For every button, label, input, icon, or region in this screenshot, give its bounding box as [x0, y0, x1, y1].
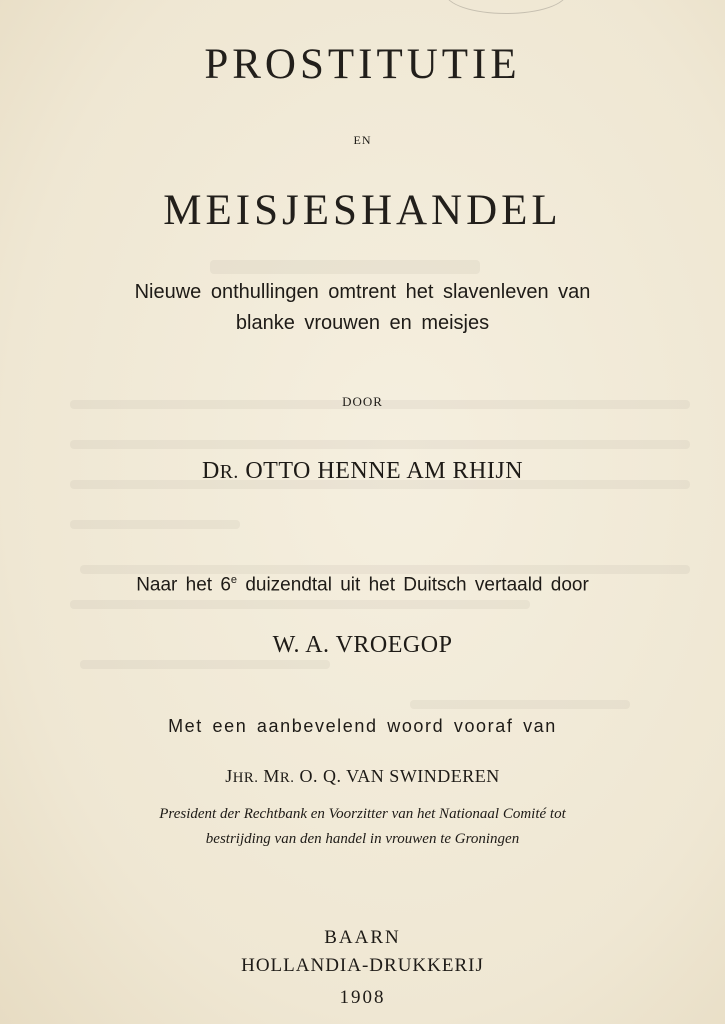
by-label: DOOR [342, 394, 383, 409]
imprint-publisher: HOLLANDIA-DRUKKERIJ [241, 955, 484, 976]
author-full-name: OTTO HENNE AM RHIJN [245, 458, 524, 484]
author-title-rest: R. [219, 461, 239, 483]
foreword-author-full-name: O. Q. VAN SWINDEREN [299, 766, 500, 786]
foreword-mr-rest: R. [279, 770, 295, 786]
author-title-initial: D [201, 458, 220, 484]
foreword-mr-initial: M [263, 766, 280, 786]
title-conjunction: EN [353, 133, 372, 147]
translation-note [0, 574, 725, 596]
pencil-mark [445, 0, 567, 14]
foreword-jhr-rest: HR. [232, 770, 259, 786]
subtitle-line-1: Nieuwe onthullingen omtrent het slavenleven van [134, 281, 591, 303]
foreword-author-role-line-1: President der Rechtbank en Voorzitter van het Nationaal Comité tot [159, 806, 566, 822]
book-title-line-2: MEISJESHANDEL [163, 187, 562, 234]
translation-note-after: duizendtal uit het Duitsch vertaald door [237, 574, 589, 596]
imprint-place: BAARN [324, 927, 401, 948]
author-name [0, 458, 725, 485]
foreword-jhr-initial: J [225, 766, 233, 786]
foreword-author-role-line-2: bestrijding van den handel in vrouwen te Groningen [205, 831, 520, 847]
book-title-line-1: PROSTITUTIE [204, 41, 521, 88]
subtitle-line-2: blanke vrouwen en meisjes [235, 312, 490, 334]
translator-name: W. A. VROEGOP [272, 632, 453, 658]
translation-note-before: Naar het 6 [136, 574, 231, 596]
foreword-author [0, 766, 725, 787]
imprint-year: 1908 [339, 987, 386, 1008]
translation-note-superscript: e [230, 574, 238, 586]
foreword-note: Met een aanbevelend woord vooraf van [168, 716, 557, 736]
